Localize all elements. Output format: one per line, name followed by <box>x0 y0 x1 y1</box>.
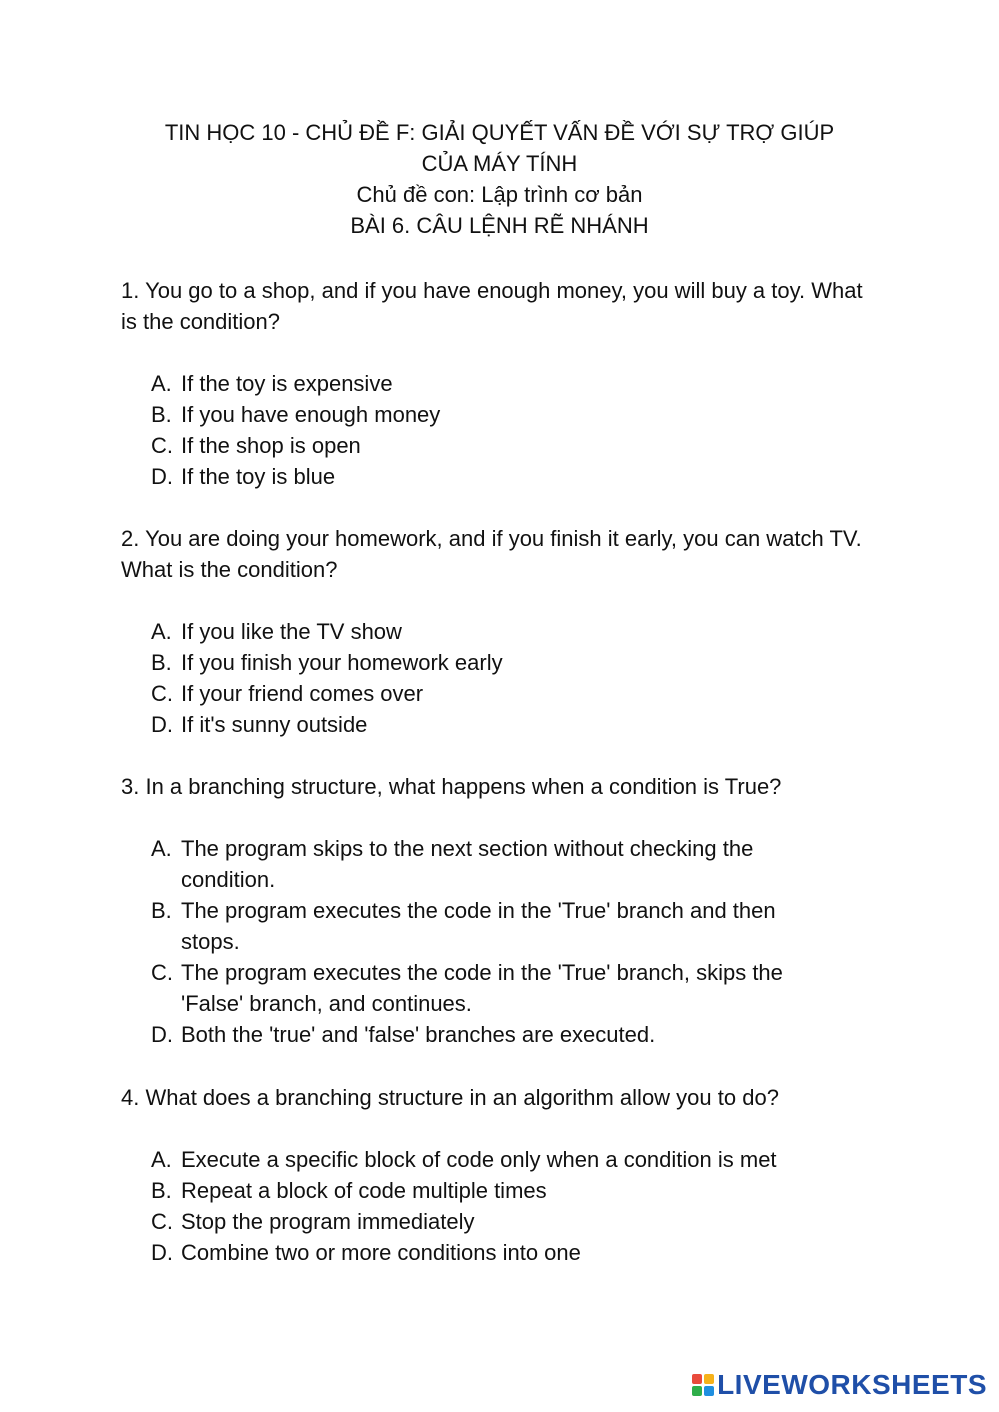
option-letter: A. <box>151 836 172 861</box>
logo-text: LIVEWORKSHEETS <box>717 1369 987 1400</box>
question-3-option-d <box>121 1019 881 1050</box>
question-2-text: 2. You are doing your homework, and if you finish it early, you can watch TV. What is the condition? <box>121 526 862 582</box>
question-2-option-d <box>121 709 881 740</box>
option-text: If the toy is expensive <box>181 371 393 396</box>
option-text: The program skips to the next section without checking the condition. <box>181 836 754 892</box>
question-1-text: 1. You go to a shop, and if you have enough money, you will buy a toy. What is the condition? <box>121 278 863 334</box>
liveworksheets-logo <box>692 1370 987 1400</box>
option-letter: B. <box>151 898 172 923</box>
option-letter: D. <box>151 464 173 489</box>
question-3 <box>121 771 881 1050</box>
question-3-text: 3. In a branching structure, what happens when a condition is True? <box>121 774 782 799</box>
option-text: If you have enough money <box>181 402 441 427</box>
option-letter: B. <box>151 402 172 427</box>
option-text: The program executes the code in the 'True' branch and then stops. <box>181 898 776 954</box>
header-lesson-title: BÀI 6. CÂU LỆNH RẼ NHÁNH <box>350 213 649 238</box>
option-text: If the shop is open <box>181 433 361 458</box>
question-1 <box>121 275 881 492</box>
option-letter: C. <box>151 1209 173 1234</box>
question-1-option-b <box>121 399 881 430</box>
option-letter: C. <box>151 960 173 985</box>
document-header <box>0 117 999 241</box>
option-letter: A. <box>151 1147 172 1172</box>
question-2-option-b <box>121 647 881 678</box>
option-text: The program executes the code in the 'True' branch, skips the 'False' branch, and continues. <box>181 960 783 1016</box>
header-title-line-1: TIN HỌC 10 - CHỦ ĐỀ F: GIẢI QUYẾT VẤN ĐỀ VỚI SỰ TRỢ GIÚP <box>164 120 835 145</box>
option-text: If you finish your homework early <box>181 650 503 675</box>
logo-tile-3 <box>692 1386 702 1396</box>
option-text: Stop the program immediately <box>181 1209 475 1234</box>
question-3-options <box>121 833 881 1050</box>
option-letter: B. <box>151 650 172 675</box>
logo-tile-1 <box>692 1374 702 1384</box>
option-text: If you like the TV show <box>181 619 402 644</box>
question-3-option-b <box>121 895 881 957</box>
question-2 <box>121 523 881 740</box>
question-2-option-c <box>121 678 881 709</box>
option-text: Combine two or more conditions into one <box>181 1240 581 1265</box>
option-text: Repeat a block of code multiple times <box>181 1178 547 1203</box>
question-4-option-d <box>121 1237 881 1268</box>
option-text: Execute a specific block of code only when a condition is met <box>181 1147 777 1172</box>
question-3-option-c <box>121 957 881 1019</box>
option-letter: D. <box>151 1240 173 1265</box>
question-4-text: 4. What does a branching structure in an algorithm allow you to do? <box>121 1085 779 1110</box>
option-letter: A. <box>151 371 172 396</box>
question-4 <box>121 1082 881 1268</box>
question-1-option-a <box>121 368 881 399</box>
question-4-option-b <box>121 1175 881 1206</box>
logo-tile-4 <box>704 1386 714 1396</box>
question-3-option-a <box>121 833 881 895</box>
option-text: If the toy is blue <box>181 464 336 489</box>
header-title-line-2: CỦA MÁY TÍNH <box>421 151 578 176</box>
option-text: If it's sunny outside <box>181 712 368 737</box>
question-2-options <box>121 616 881 740</box>
option-letter: A. <box>151 619 172 644</box>
question-4-option-a <box>121 1144 881 1175</box>
option-letter: D. <box>151 1022 173 1047</box>
question-1-options <box>121 368 881 492</box>
option-letter: B. <box>151 1178 172 1203</box>
option-letter: C. <box>151 433 173 458</box>
question-4-options <box>121 1144 881 1268</box>
question-2-option-a <box>121 616 881 647</box>
logo-tile-2 <box>704 1374 714 1384</box>
question-1-option-d <box>121 461 881 492</box>
header-subtopic: Chủ đề con: Lập trình cơ bản <box>356 182 643 207</box>
option-text: If your friend comes over <box>181 681 424 706</box>
option-letter: D. <box>151 712 173 737</box>
liveworksheets-logo-icon <box>692 1374 714 1396</box>
option-text: Both the 'true' and 'false' branches are executed. <box>181 1022 656 1047</box>
option-letter: C. <box>151 681 173 706</box>
question-1-option-c <box>121 430 881 461</box>
question-4-option-c <box>121 1206 881 1237</box>
